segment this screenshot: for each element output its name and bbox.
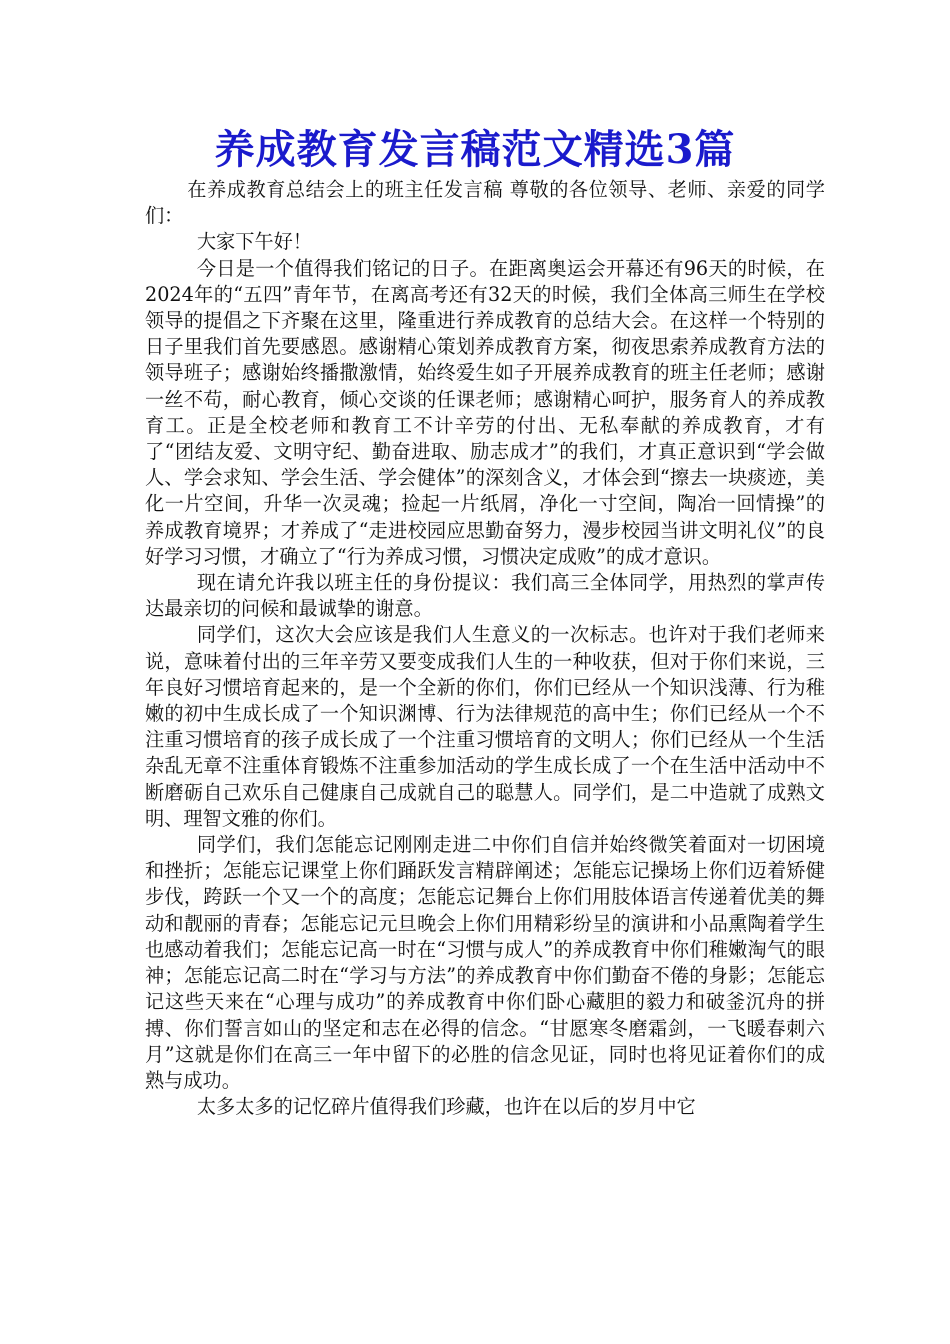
paragraph-greeting: 大家下午好！ [196, 230, 312, 254]
paragraph-memories: 同学们，我们怎能忘记刚刚走进二中你们自信并始终微笑着面对一切困境和挫折；怎能忘记课堂上你们踊跃发言精辟阐述；怎能忘记操场上你们迈着矫健步伐，跨跃一个又一个的高度；怎能忘记舞台上你们用肢体语言传递着优美的舞动和靓丽的青春；怎能忘记元旦晚会上你们用精彩纷呈的演讲和小品熏陶着学生也感动着我们；怎能忘记高一时在“习惯与成人”的养成教育中你们稚嫩淘气的眼神；怎能忘记高二时在“学习与方法”的养成教育中你们勤奋不倦的身影；怎能忘记这些天来在“心理与成功”的养成教育中你们卧心藏胆的毅力和破釜沉舟的拼搏、你们誓言如山的坚定和志在必得的信念。“甘愿寒冬磨霜剑，一飞暖春刺六月”这就是你们在高三一年中留下的必胜的信念见证，同时也将见证着你们的成熟与成功。 [145, 833, 825, 1092]
paragraph-milestone: 同学们，这次大会应该是我们人生意义的一次标志。也许对于我们老师来说，意味着付出的三年辛劳又要变成我们人生的一种收获，但对于你们来说，三年良好习惯培育起来的，是一个全新的你们，你们已经从一个知识浅薄、行为稚嫩的初中生成长成了一个知识渊博、行为法律规范的高中生；你们已经从一个不注重习惯培育的孩子成长成了一个注重习惯培育的文明人；你们已经从一个生活杂乱无章不注重体育锻炼不注重参加活动的学生成长成了一个在生活中活动中不断磨砺自己欢乐自己健康自己成就自己的聪慧人。同学们，是二中造就了成熟文明、理智文雅的你们。 [145, 623, 825, 830]
paragraph-greeting-header: 在养成教育总结会上的班主任发言稿 尊敬的各位领导、老师、亲爱的同学们： [145, 178, 825, 228]
paragraph-proposal: 现在请允许我以班主任的身份提议：我们高三全体同学，用热烈的掌声传达最亲切的问候和最诚挚的谢意。 [145, 571, 825, 621]
paragraph-closing-partial: 太多太多的记忆碎片值得我们珍藏，也许在以后的岁月中它 [196, 1095, 696, 1119]
document-title: 养成教育发言稿范文精选3篇 [214, 126, 736, 173]
paragraph-gratitude: 今日是一个值得我们铭记的日子。在距离奥运会开幕还有96天的时候，在2024年的“五四”青年节，在离高考还有32天的时候，我们全体高三师生在学校领导的提倡之下齐聚在这里，隆重进行养成教育的总结大会。在这样一个特别的日子里我们首先要感恩。感谢精心策划养成教育方案，彻夜思索养成教育方法的领导班子；感谢始终播撒激情，始终爱生如子开展养成教育的班主任老师；感谢一丝不苟，耐心教育，倾心交谈的任课老师；感谢精心呵护，服务育人的养成教育工。正是全校老师和教育工不计辛劳的付出、无私奉献的养成教育，才有了“团结友爱、文明守纪、勤奋进取、励志成才”的我们，才真正意识到“学会做人、学会求知、学会生活、学会健体”的深刻含义，才体会到“擦去一块痰迹，美化一片空间，升华一次灵魂；捡起一片纸屑，净化一寸空间，陶冶一回情操”的养成教育境界；才养成了“走进校园应思勤奋努力，漫步校园当讲文明礼仪”的良好学习习惯，才确立了“行为养成习惯，习惯决定成败”的成才意识。 [145, 256, 825, 568]
document-body [145, 177, 825, 1120]
